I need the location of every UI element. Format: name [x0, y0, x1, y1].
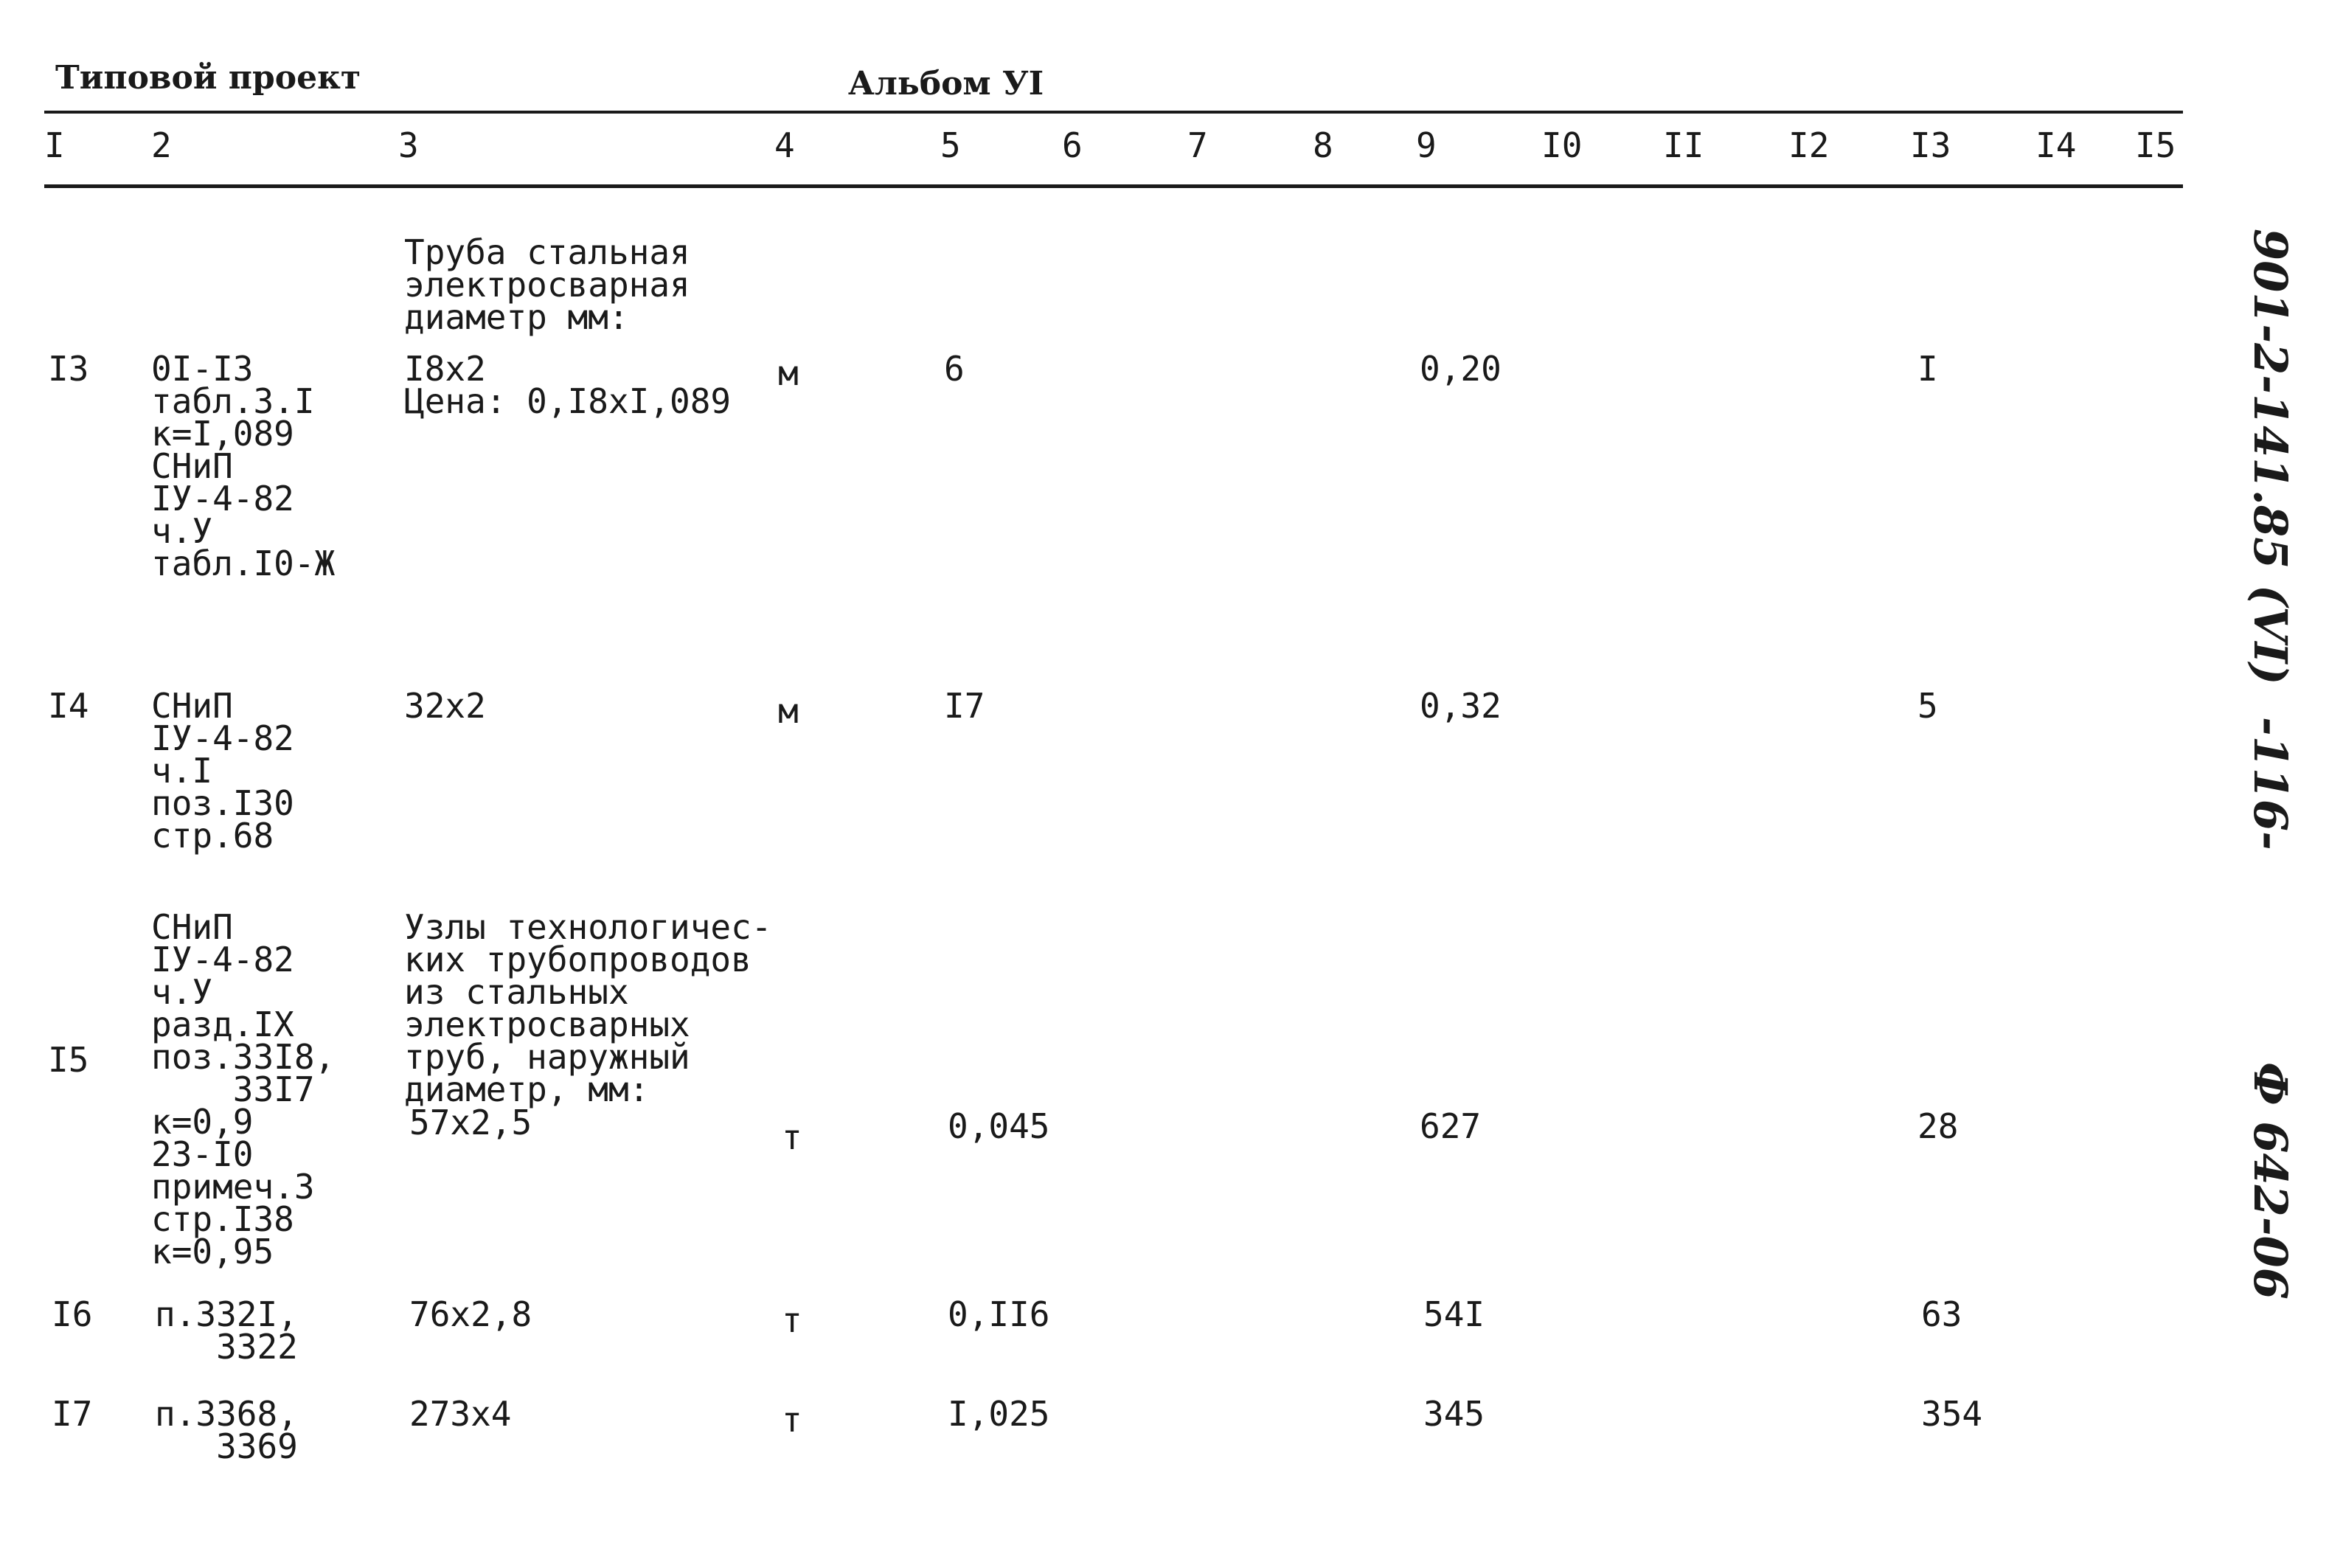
- unit: м: [778, 691, 799, 731]
- col-num-7: 7: [1187, 125, 1208, 165]
- column-13-value: 28: [1917, 1106, 1959, 1146]
- description: 273x4: [409, 1394, 512, 1434]
- quantity: 0,045: [948, 1106, 1050, 1146]
- col-num-3: 3: [398, 125, 419, 165]
- description-heading: Труба стальная электросварная диаметр мм:: [404, 232, 690, 337]
- quantity: I7: [944, 686, 985, 726]
- col-num-13: I3: [1910, 125, 1951, 165]
- header-top-rule: [44, 111, 2183, 114]
- column-9-value: 627: [1420, 1106, 1482, 1146]
- row-number: I5: [48, 1040, 89, 1080]
- column-9-value: 54I: [1423, 1294, 1485, 1334]
- col-num-15: I5: [2135, 125, 2176, 165]
- col-num-2: 2: [151, 125, 172, 165]
- unit: т: [782, 1300, 802, 1340]
- unit: м: [778, 353, 799, 393]
- column-9-value: 345: [1423, 1394, 1485, 1434]
- unit: т: [782, 1117, 802, 1157]
- row-number: I3: [48, 349, 89, 389]
- basis-reference: п.3368, 3369: [155, 1394, 298, 1466]
- row-number: I4: [48, 686, 89, 726]
- col-num-10: I0: [1541, 125, 1583, 165]
- column-13-value: 63: [1921, 1294, 1962, 1334]
- column-13-value: I: [1917, 349, 1938, 389]
- column-13-value: 354: [1921, 1394, 1983, 1434]
- row-number: I7: [52, 1394, 93, 1434]
- col-num-4: 4: [774, 125, 795, 165]
- row-number: I6: [52, 1294, 93, 1334]
- quantity: 0,II6: [948, 1294, 1050, 1334]
- unit: т: [782, 1400, 802, 1440]
- col-num-5: 5: [940, 125, 961, 165]
- column-9-value: 0,32: [1420, 686, 1502, 726]
- quantity: I,025: [948, 1394, 1050, 1434]
- basis-reference: п.332I, 3322: [155, 1294, 298, 1367]
- col-num-8: 8: [1313, 125, 1333, 165]
- column-9-value: 0,20: [1420, 349, 1502, 389]
- col-num-1: I: [44, 125, 65, 165]
- basis-reference: СНиП IУ-4-82 ч.I поз.I30 стр.68: [151, 686, 294, 856]
- description: I8x2 Цена: 0,I8xI,089: [404, 349, 732, 421]
- description: 76x2,8: [409, 1294, 532, 1334]
- basis-reference: СНиП IУ-4-82 ч.У разд.IX поз.33I8, 33I7 к=0,9 23-I0 примеч.3 стр.I38 к=0,95: [151, 907, 336, 1272]
- col-num-14: I4: [2035, 125, 2077, 165]
- basis-reference: 0I-I3 табл.3.I к=I,089 СНиП IУ-4-82 ч.У табл.I0-Ж: [151, 349, 336, 583]
- description-heading: Узлы технологичес- ких трубопроводов из стальных электросварных труб, наружный диаметр, мм:: [404, 907, 772, 1109]
- quantity: 6: [944, 349, 965, 389]
- col-num-11: II: [1663, 125, 1704, 165]
- margin-note-document-code: 901-2-141.85 (VI) -116-: [2243, 229, 2297, 850]
- col-num-6: 6: [1062, 125, 1083, 165]
- album-title: Альбом УІ: [848, 65, 1044, 103]
- margin-note-form-code: Ф 642-06: [2243, 1062, 2297, 1300]
- project-type-title: Типовой проект: [55, 59, 361, 97]
- header-bottom-rule: [44, 184, 2183, 188]
- column-13-value: 5: [1917, 686, 1938, 726]
- col-num-9: 9: [1416, 125, 1437, 165]
- description: 32x2: [404, 686, 486, 726]
- col-num-12: I2: [1788, 125, 1830, 165]
- description: 57x2,5: [409, 1103, 532, 1142]
